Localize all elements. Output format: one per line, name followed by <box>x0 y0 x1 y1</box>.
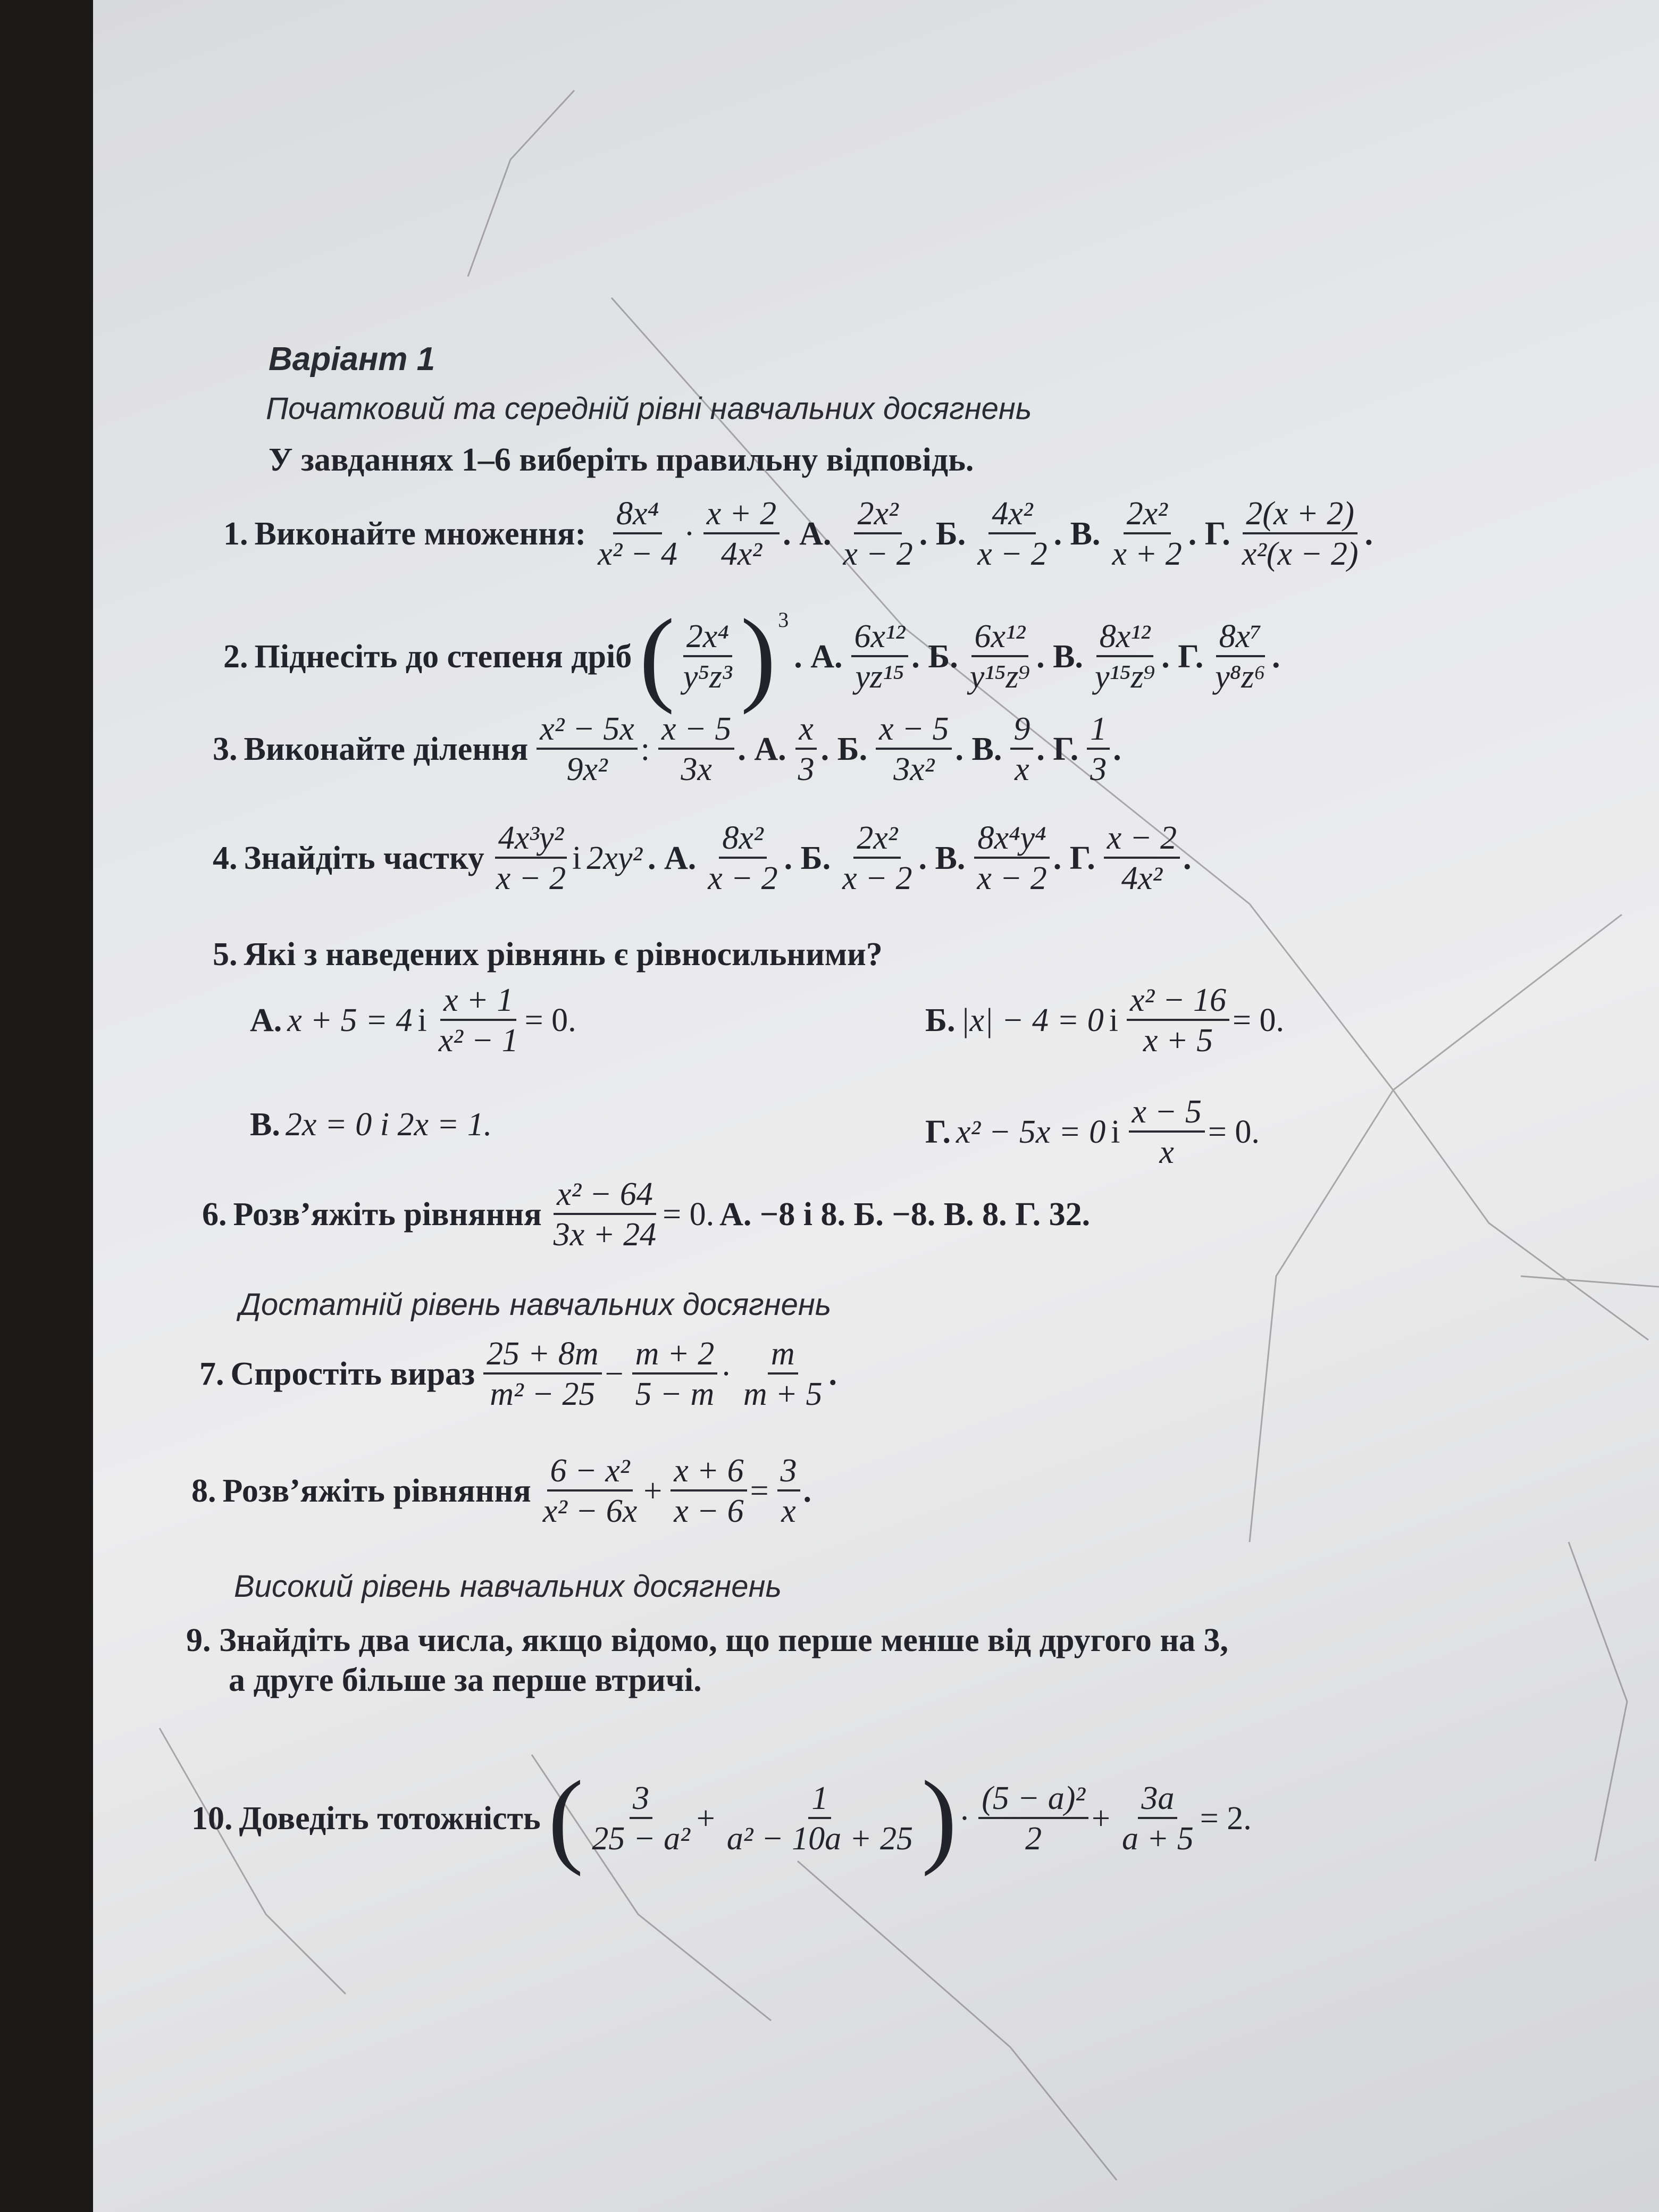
numerator: x + 1 <box>440 984 516 1021</box>
option-b <box>967 620 1033 693</box>
option-b <box>974 497 1050 571</box>
answer-options: А. −8 і 8. Б. −8. В. 8. Г. 32. <box>719 1196 1091 1233</box>
option-g-label: . Г. <box>1036 731 1079 767</box>
task-text: Які з наведених рівнянь є рівносильними? <box>244 936 883 973</box>
numerator: x − 5 <box>658 713 734 750</box>
numerator: x − 5 <box>876 713 952 750</box>
math-text: . <box>1272 638 1280 675</box>
denominator: x² − 1 <box>438 1023 518 1059</box>
fraction <box>1127 984 1229 1057</box>
task-2 <box>223 598 1286 715</box>
task-5-option-g <box>925 1095 1265 1169</box>
denominator: 5 − m <box>635 1376 715 1412</box>
option-v <box>1109 497 1185 571</box>
numerator: 6x¹² <box>851 620 909 657</box>
math-text: . <box>1183 840 1192 876</box>
task-8 <box>191 1454 817 1528</box>
denominator: x + 2 <box>1112 536 1182 572</box>
math-text: = 0. <box>663 1196 715 1233</box>
option-b <box>876 713 952 786</box>
math-text: А. <box>250 1002 282 1038</box>
fraction <box>594 497 681 571</box>
option-v-label: . В. <box>1036 638 1083 675</box>
numerator: x + 6 <box>671 1454 747 1492</box>
level-basic-heading: Початковий та середній рівні навчальних досягнень <box>266 391 1032 426</box>
fraction <box>1119 1782 1197 1855</box>
task-text-line-1: Знайдіть два числа, якщо відомо, що перше менше від другого на 3, <box>219 1622 1229 1658</box>
denominator: x <box>1015 751 1029 787</box>
math-text: і <box>417 1002 427 1038</box>
denominator: 3 <box>1090 751 1107 787</box>
level-sufficient-heading: Достатній рівень навчальних досягнень <box>239 1287 832 1322</box>
denominator: y⁵z³ <box>683 659 732 695</box>
parenthesis: ( <box>639 598 675 715</box>
option-b-label: . Б. <box>784 840 831 876</box>
numerator: 8x⁴y⁴ <box>974 822 1049 859</box>
denominator: x <box>1159 1134 1174 1170</box>
option-g-label: . Г. <box>1188 515 1230 552</box>
fraction <box>658 713 734 786</box>
task-text: Розв’яжіть рівняння <box>222 1472 531 1509</box>
math-text: + <box>643 1472 663 1509</box>
math-text: + <box>696 1800 715 1837</box>
task-text: Розв’яжіть рівняння <box>233 1196 542 1233</box>
denominator: a + 5 <box>1121 1821 1194 1857</box>
math-text: і <box>1109 1002 1119 1038</box>
fraction <box>537 713 637 786</box>
numerator: 1 <box>1087 713 1110 750</box>
math-text: і <box>572 840 582 876</box>
numerator: 3 <box>630 1782 652 1819</box>
task-10 <box>191 1759 1257 1877</box>
denominator: y¹⁵z⁹ <box>1094 659 1155 695</box>
math-text: В. <box>250 1107 280 1143</box>
task-number: 6. <box>202 1196 227 1233</box>
variant-title: Варіант 1 <box>269 341 435 378</box>
option-b-label: . Б. <box>911 638 958 675</box>
task-text: Спростіть вираз <box>230 1355 475 1392</box>
denominator: x²(x − 2) <box>1242 536 1359 572</box>
parenthesis: ( <box>548 1759 584 1877</box>
task-number: 8. <box>191 1472 216 1509</box>
option-a <box>851 620 909 693</box>
option-v <box>974 822 1050 895</box>
fraction <box>978 1782 1088 1855</box>
denominator: 3x <box>681 751 712 787</box>
denominator: y¹⁵z⁹ <box>969 659 1030 695</box>
denominator: x <box>781 1493 796 1529</box>
task-5-option-v <box>250 1106 497 1144</box>
fraction <box>703 497 780 571</box>
fraction <box>589 1782 693 1855</box>
option-a <box>840 497 916 571</box>
task-6 <box>202 1178 1095 1251</box>
option-a-label: . А. <box>794 638 843 675</box>
option-a-label: . А. <box>738 731 786 767</box>
fraction <box>483 1337 602 1411</box>
math-text: а друге більше за перше втричі. <box>229 1662 702 1698</box>
numerator: 6 − x² <box>547 1454 633 1492</box>
denominator: a² − 10a + 25 <box>726 1821 913 1857</box>
fraction <box>550 1178 659 1251</box>
numerator: 8x⁷ <box>1216 620 1265 657</box>
math-text: x + 5 = 4 <box>287 1002 413 1038</box>
math-text: = 2. <box>1200 1800 1252 1837</box>
numerator: 2x² <box>854 497 901 534</box>
math-text: Г. <box>925 1113 951 1150</box>
math-text: · <box>959 1800 970 1837</box>
option-b <box>839 822 915 895</box>
denominator: x − 2 <box>977 860 1047 896</box>
math-text: 2xy² <box>586 840 643 876</box>
fraction <box>724 1782 916 1855</box>
numerator: 2x² <box>853 822 901 859</box>
numerator: m <box>768 1337 798 1375</box>
numerator: 4x² <box>988 497 1036 534</box>
option-g-label: . Г. <box>1161 638 1204 675</box>
option-a <box>705 822 781 895</box>
task-text: Піднесіть до степеня дріб <box>254 638 632 675</box>
numerator: x <box>795 713 817 750</box>
math-text: = 0. <box>524 1002 576 1038</box>
option-v <box>1092 620 1158 693</box>
task-number: 2. <box>223 638 248 675</box>
numerator: x² − 5x <box>537 713 637 750</box>
math-text: : <box>640 731 650 767</box>
task-5 <box>213 936 888 974</box>
numerator: 1 <box>808 1782 831 1819</box>
parenthesis: ) <box>921 1759 957 1877</box>
math-text: . <box>803 1472 812 1509</box>
denominator: x − 6 <box>674 1493 744 1529</box>
numerator: x² − 16 <box>1127 984 1229 1021</box>
numerator: x² − 64 <box>554 1178 656 1215</box>
option-b-label: . Б. <box>820 731 868 767</box>
math-text: 2x = 0 і 2x = 1. <box>285 1107 492 1143</box>
math-text: − <box>605 1355 624 1392</box>
denominator: 4x² <box>1121 860 1162 896</box>
task-number: 5. <box>213 936 238 973</box>
parenthesis: ) <box>740 598 776 715</box>
numerator: x + 2 <box>703 497 780 534</box>
exponent: 3 <box>778 607 789 632</box>
fraction <box>671 1454 747 1528</box>
denominator: x − 2 <box>977 536 1048 572</box>
denominator: 3 <box>798 751 815 787</box>
numerator: 3 <box>777 1454 800 1492</box>
numerator: x − 2 <box>1104 822 1180 859</box>
denominator: 4x² <box>720 536 762 572</box>
option-g <box>1104 822 1180 895</box>
math-text: + <box>1091 1800 1110 1837</box>
denominator: x − 2 <box>843 536 913 572</box>
task-number: 4. <box>213 840 238 876</box>
task-number: 9. <box>186 1622 211 1658</box>
numerator: m + 2 <box>632 1337 718 1375</box>
option-b-label: . Б. <box>919 515 966 552</box>
option-a-label: . А. <box>648 840 697 876</box>
math-text: · <box>684 515 695 552</box>
fraction <box>435 984 522 1057</box>
task-text: Виконайте ділення <box>244 731 529 767</box>
math-text: Б. <box>925 1002 956 1038</box>
denominator: 25 − a² <box>592 1821 690 1857</box>
fraction <box>680 620 735 693</box>
numerator: 2(x + 2) <box>1243 497 1358 534</box>
option-a <box>795 713 818 786</box>
task-number: 7. <box>199 1355 224 1392</box>
task-number: 1. <box>223 515 248 552</box>
option-g <box>1087 713 1110 786</box>
option-g <box>1239 497 1362 571</box>
task-5-option-b <box>925 984 1289 1057</box>
math-text: і <box>1111 1113 1120 1150</box>
fraction <box>632 1337 718 1411</box>
numerator: 2x⁴ <box>683 620 732 657</box>
fraction <box>740 1337 826 1411</box>
math-text: x² − 5x = 0 <box>956 1113 1106 1150</box>
math-text: = <box>750 1472 769 1509</box>
task-7 <box>199 1337 842 1411</box>
option-g <box>1212 620 1269 693</box>
option-v-label: . В. <box>918 840 966 876</box>
task-3 <box>213 713 1127 786</box>
task-text: Доведіть тотожність <box>239 1800 541 1837</box>
denominator: x² − 4 <box>598 536 678 572</box>
numerator: 6x¹² <box>971 620 1029 657</box>
task-1 <box>223 497 1378 571</box>
denominator: yz¹⁵ <box>855 659 904 695</box>
instruction: У завданнях 1–6 виберіть правильну відповідь. <box>269 442 974 478</box>
denominator: x − 2 <box>842 860 912 896</box>
math-text: . <box>828 1355 837 1392</box>
task-number: 3. <box>213 731 238 767</box>
denominator: x − 2 <box>708 860 778 896</box>
math-text: . <box>1364 515 1373 552</box>
denominator: x + 5 <box>1143 1023 1213 1059</box>
numerator: 9 <box>1010 713 1033 750</box>
denominator: x − 2 <box>496 860 566 896</box>
task-text: Знайдіть частку <box>244 840 484 876</box>
option-g-label: . Г. <box>1053 840 1095 876</box>
numerator: 3a <box>1138 1782 1177 1819</box>
numerator: 8x² <box>719 822 766 859</box>
numerator: (5 − a)² <box>978 1782 1088 1819</box>
denominator: y⁸z⁶ <box>1215 659 1266 695</box>
denominator: 9x² <box>566 751 608 787</box>
fraction <box>1129 1095 1205 1169</box>
numerator: 25 + 8m <box>483 1337 602 1375</box>
task-4 <box>213 822 1197 895</box>
task-number: 10. <box>191 1800 233 1837</box>
math-text: . <box>1113 731 1121 767</box>
denominator: x² − 6x <box>542 1493 638 1529</box>
option-v <box>1010 713 1033 786</box>
math-text: = 0. <box>1208 1113 1260 1150</box>
option-a-label: . А. <box>783 515 832 552</box>
fraction <box>540 1454 640 1528</box>
math-text: · <box>720 1355 732 1392</box>
task-9-line-2 <box>229 1662 702 1699</box>
fraction <box>777 1454 800 1528</box>
task-9 <box>186 1622 1228 1660</box>
math-text: = 0. <box>1232 1002 1284 1038</box>
task-5-option-a <box>250 984 582 1057</box>
fraction <box>493 822 569 895</box>
numerator: x − 5 <box>1129 1095 1205 1133</box>
math-text: |x| − 4 = 0 <box>960 1002 1104 1038</box>
numerator: 8x¹² <box>1096 620 1154 657</box>
option-v-label: . В. <box>955 731 1002 767</box>
numerator: 4x³y² <box>495 822 567 859</box>
denominator: 3x + 24 <box>553 1217 657 1253</box>
option-v-label: . В. <box>1053 515 1101 552</box>
denominator: 2 <box>1025 1821 1042 1857</box>
task-text: Виконайте множення: <box>254 515 586 552</box>
denominator: m² − 25 <box>490 1376 596 1412</box>
level-high-heading: Високий рівень навчальних досягнень <box>234 1569 782 1604</box>
numerator: 8x⁴ <box>613 497 662 534</box>
denominator: m + 5 <box>743 1376 823 1412</box>
denominator: 3x² <box>893 751 935 787</box>
numerator: 2x² <box>1124 497 1171 534</box>
